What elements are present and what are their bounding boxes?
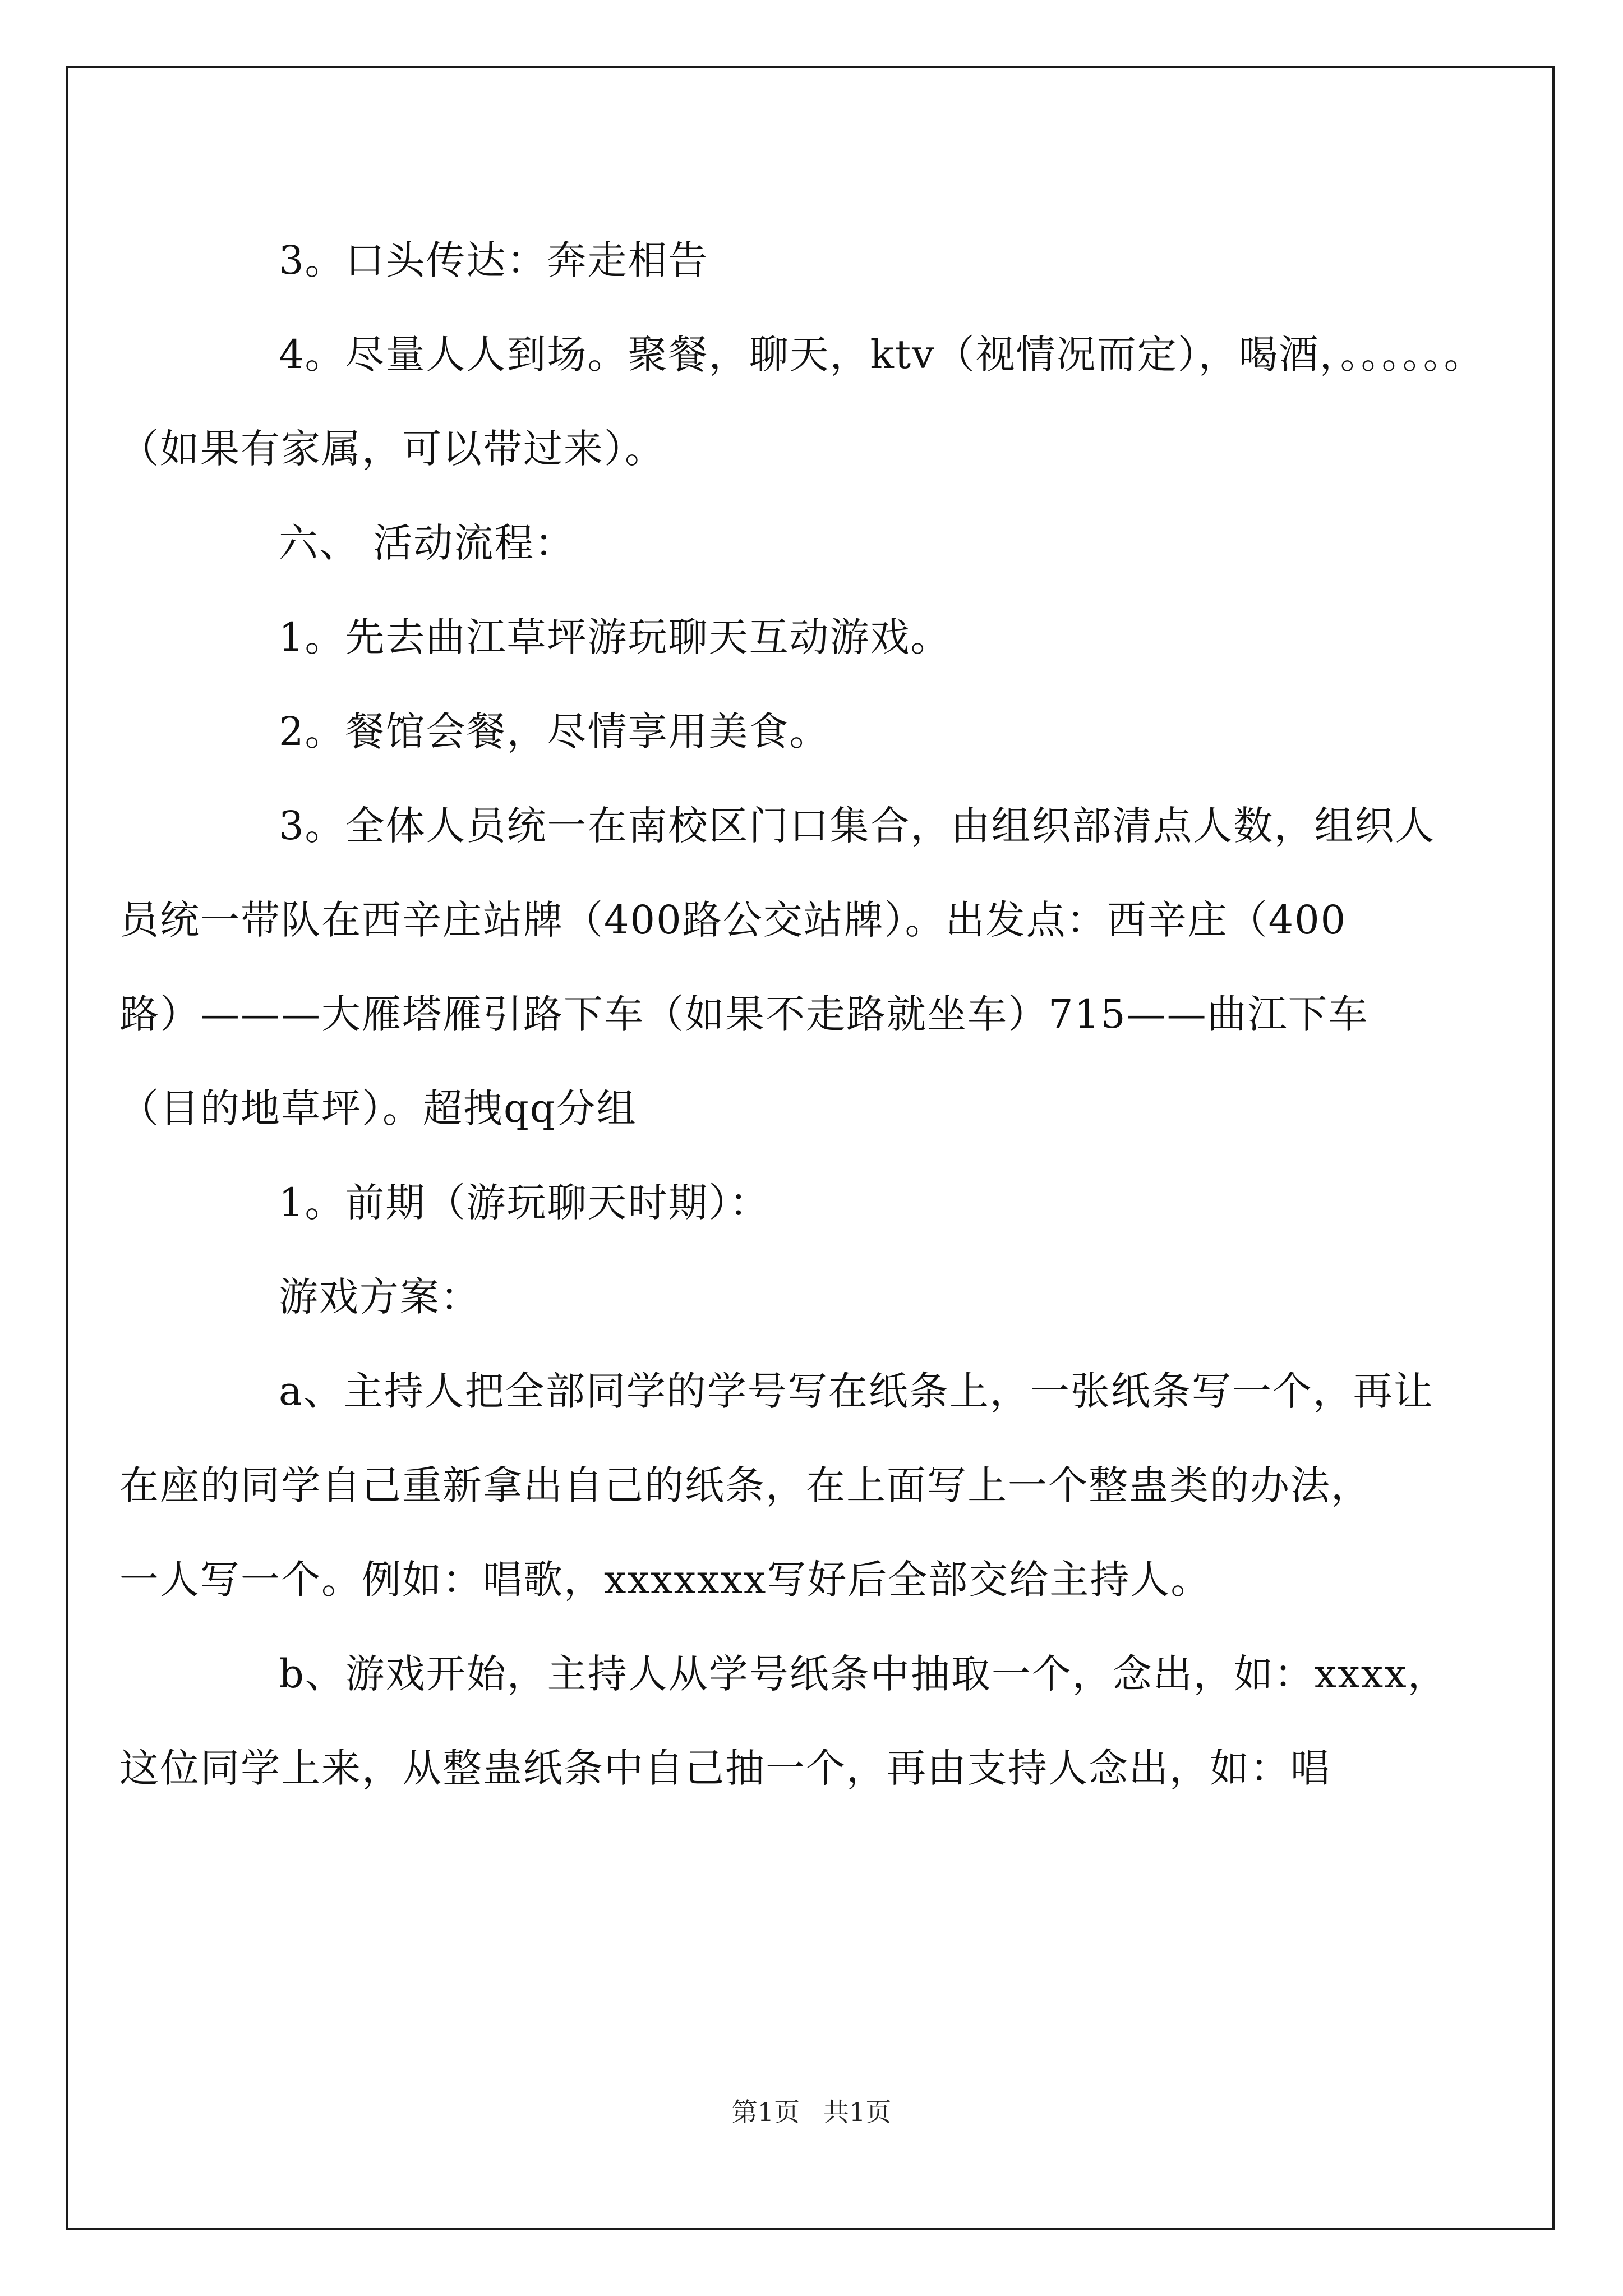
page-number: 第1页 (731, 2097, 800, 2127)
page-total: 共1页 (823, 2097, 892, 2127)
text-line: 一人写一个。例如：唱歌，xxxxxxx写好后全部交给主持人。 (119, 1557, 1211, 1603)
paragraph-step-1 (199, 590, 1422, 684)
paragraph-verbal-notice (199, 213, 1422, 307)
page-footer (0, 2095, 1623, 2129)
text-line: 1。先去曲江草坪游玩聊天互动游戏。 (279, 614, 951, 660)
text-line: 游戏方案： (279, 1274, 481, 1320)
section-heading-activity-flow (199, 496, 1422, 590)
text-line: 1。前期（游玩聊天时期）： (279, 1180, 770, 1226)
document-body (119, 213, 1484, 1815)
text-line: 员统一带队在西辛庄站牌（400路公交站牌）。出发点：西辛庄（400 (119, 897, 1347, 943)
paragraph-game-plan (199, 1250, 1422, 1344)
text-line: 在座的同学自己重新拿出自己的纸条，在上面写上一个整蛊类的办法， (119, 1462, 1371, 1508)
text-line: 路）———大雁塔雁引路下车（如果不走路就坐车）715——曲江下车 (119, 991, 1369, 1037)
text-line: （如果有家属，可以带过来）。 (119, 426, 665, 472)
paragraph-step-3 (119, 779, 1436, 1156)
paragraph-step-2 (199, 684, 1422, 779)
text-line: （目的地草坪）。超拽qq分组 (119, 1085, 637, 1131)
text-line: 这位同学上来，从整蛊纸条中自己抽一个，再由支持人念出，如：唱 (119, 1745, 1331, 1791)
paragraph-early-phase (199, 1156, 1422, 1250)
text-line: 3。口头传达：奔走相告 (279, 237, 709, 283)
text-line: b、游戏开始，主持人从学号纸条中抽取一个，念出，如：xxxx， (279, 1651, 1448, 1697)
paragraph-attendance (119, 307, 1484, 496)
paragraph-game-b (119, 1627, 1448, 1815)
text-line: 六、 活动流程： (279, 520, 575, 566)
text-line: 3。全体人员统一在南校区门口集合，由组织部清点人数，组织人 (279, 803, 1436, 849)
text-line: 4。尽量人人到场。聚餐，聊天，ktv（视情况而定），喝酒，。。。。。。 (279, 332, 1484, 378)
text-line: a、主持人把全部同学的学号写在纸条上，一张纸条写一个，再让 (279, 1368, 1434, 1414)
text-line: 2。餐馆会餐，尽情享用美食。 (279, 708, 830, 754)
paragraph-game-a (119, 1344, 1434, 1627)
